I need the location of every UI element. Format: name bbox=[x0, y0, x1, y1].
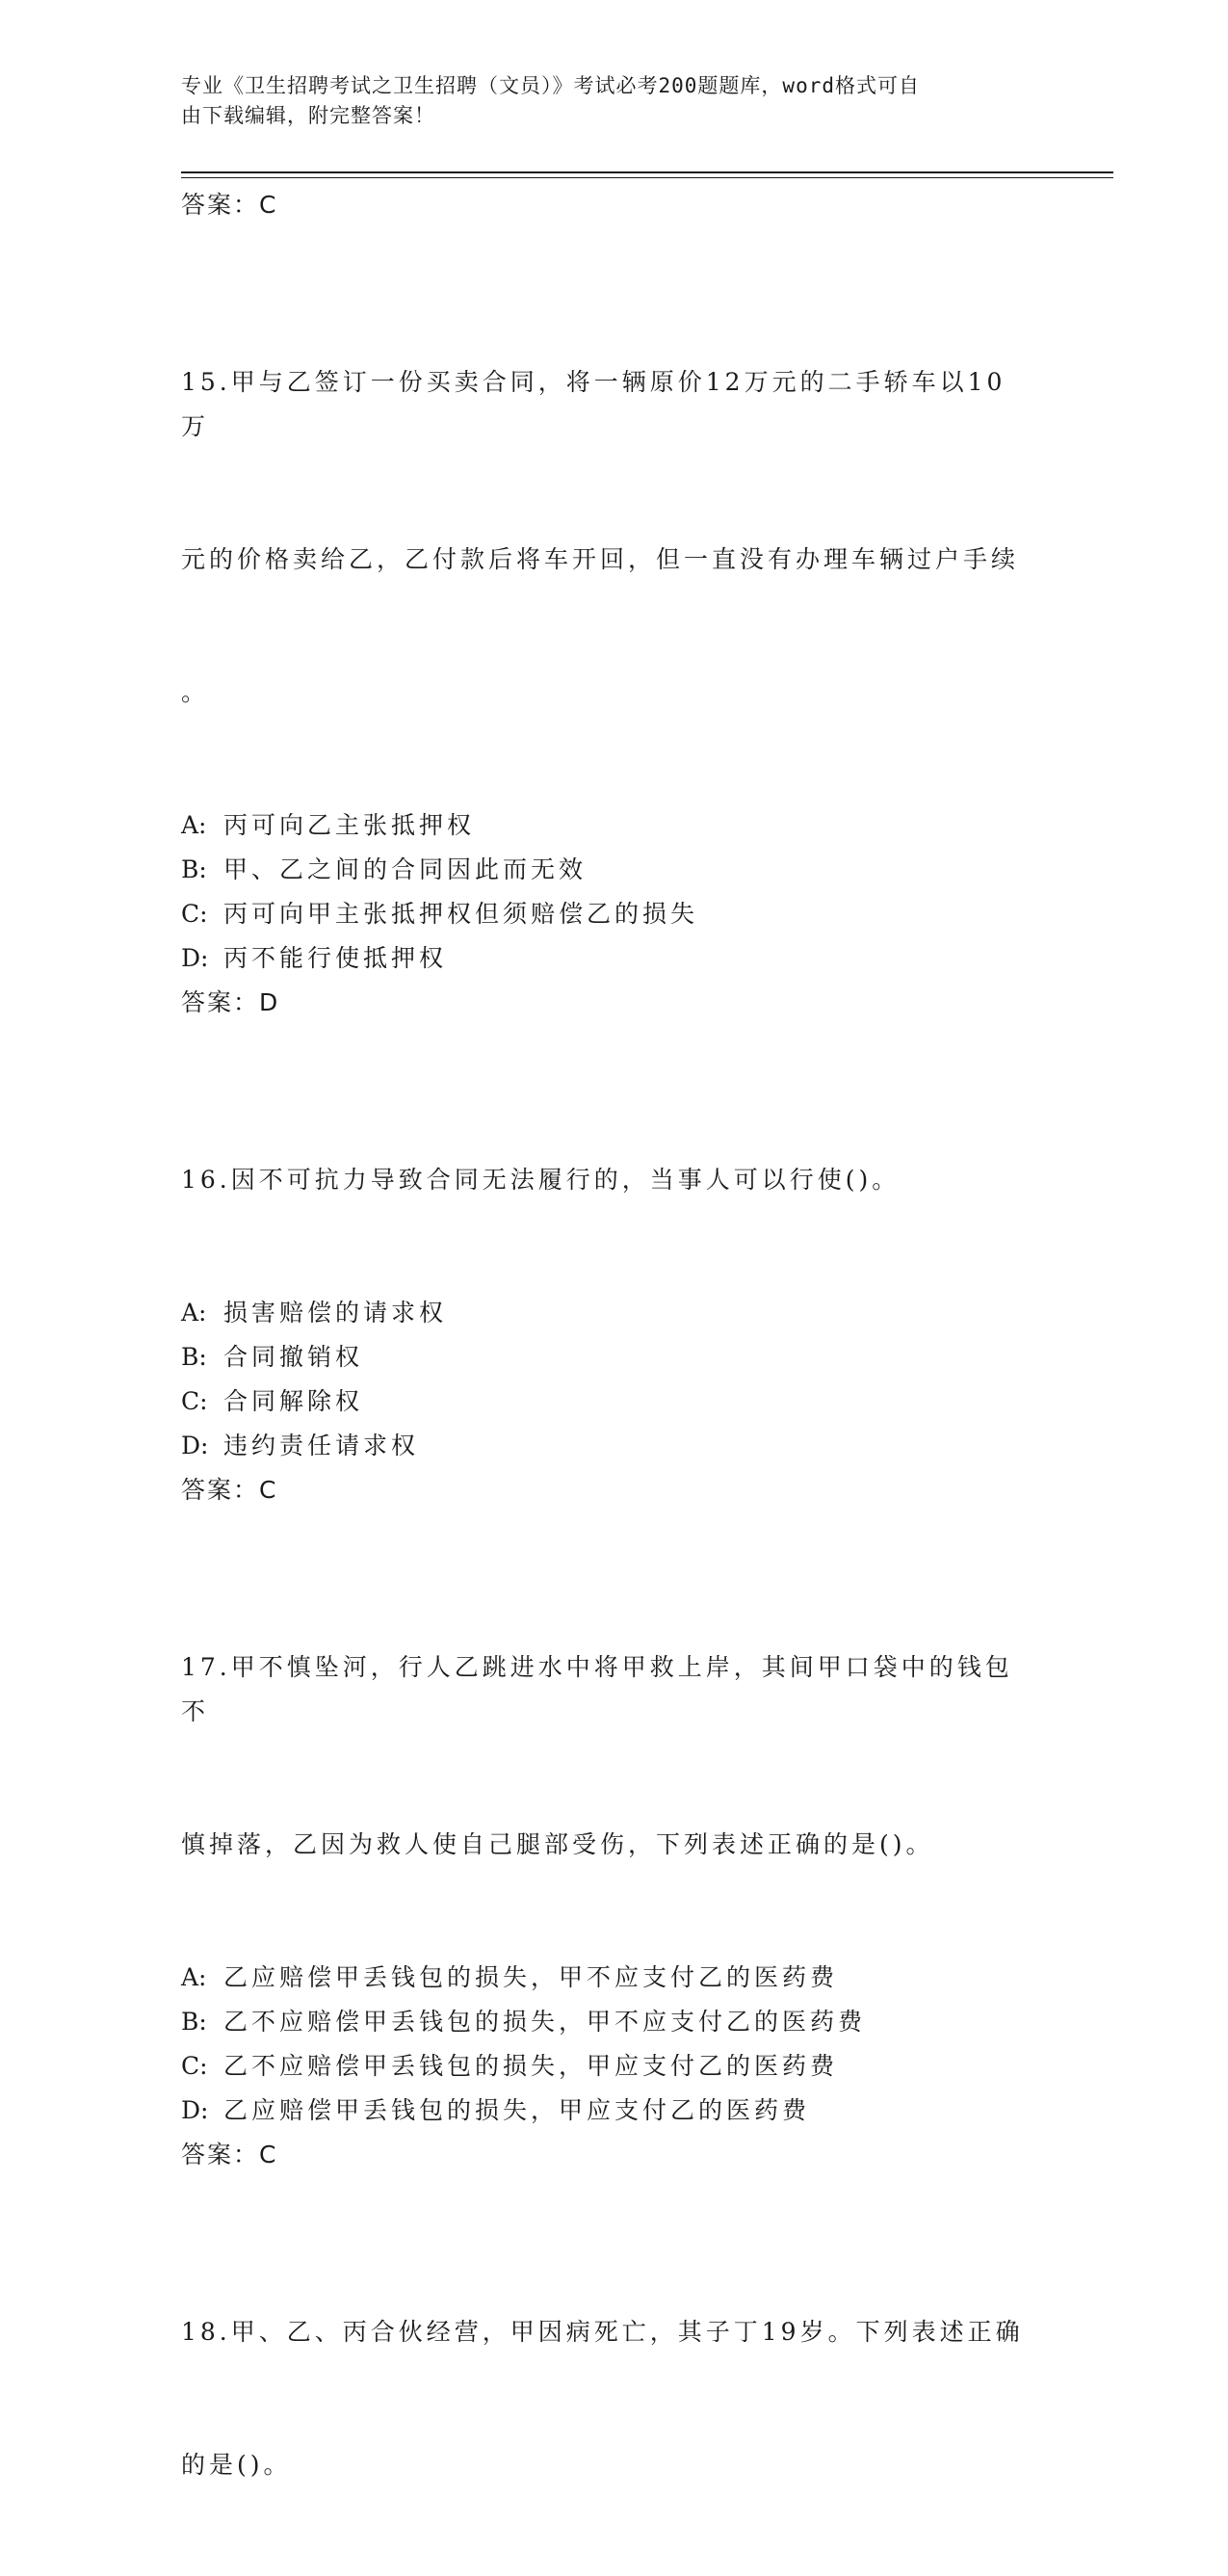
question-18 bbox=[181, 2221, 1029, 2576]
question-15 bbox=[181, 272, 1029, 1025]
stem-line: 。 bbox=[181, 678, 210, 706]
stem-line: 18.甲、乙、丙合伙经营，甲因病死亡，其子丁19岁。下列表述正确 bbox=[181, 2318, 1024, 2346]
stem-line: 慎掉落，乙因为救人使自己腿部受伤，下列表述正确的是()。 bbox=[181, 1830, 934, 1858]
stem-line: 16.因不可抗力导致合同无法履行的，当事人可以行使()。 bbox=[181, 1166, 901, 1194]
spacer bbox=[181, 1512, 1029, 1557]
option-key: C: bbox=[181, 2052, 208, 2080]
question-stem bbox=[181, 272, 1029, 803]
option-a bbox=[181, 1956, 1029, 2000]
option-text: 甲、乙之间的合同因此而无效 bbox=[223, 855, 588, 883]
question-stem bbox=[181, 1069, 1029, 1291]
question-stem bbox=[181, 1557, 1029, 1956]
option-text: 乙应赔偿甲丢钱包的损失，甲应支付乙的医药费 bbox=[223, 2096, 811, 2124]
option-key: D: bbox=[181, 944, 209, 972]
spacer bbox=[181, 227, 1029, 272]
option-a bbox=[181, 1291, 1029, 1335]
option-key: B: bbox=[181, 855, 207, 883]
question-stem bbox=[181, 2221, 1029, 2576]
option-d bbox=[181, 2089, 1029, 2133]
option-text: 违约责任请求权 bbox=[223, 1432, 420, 1459]
stem-line: 17.甲不慎坠河，行人乙跳进水中将甲救上岸，其间甲口袋中的钱包不 bbox=[181, 1653, 1013, 1725]
option-b bbox=[181, 2000, 1029, 2044]
option-key: A: bbox=[181, 811, 207, 839]
option-text: 丙可向甲主张抵押权但须赔偿乙的损失 bbox=[223, 900, 699, 928]
option-key: A: bbox=[181, 1299, 207, 1327]
option-text: 损害赔偿的请求权 bbox=[223, 1299, 448, 1327]
option-text: 乙应赔偿甲丢钱包的损失，甲不应支付乙的医药费 bbox=[223, 1963, 839, 1991]
option-d bbox=[181, 1424, 1029, 1468]
option-b bbox=[181, 1335, 1029, 1380]
option-text: 丙不能行使抵押权 bbox=[223, 944, 448, 972]
spacer bbox=[181, 2177, 1029, 2221]
answer-line: 答案：D bbox=[181, 988, 280, 1016]
document-header bbox=[181, 71, 1029, 131]
header-divider-thick bbox=[181, 171, 1113, 173]
option-text: 乙不应赔偿甲丢钱包的损失，甲不应支付乙的医药费 bbox=[223, 2008, 867, 2036]
option-key: D: bbox=[181, 2096, 209, 2124]
option-key: C: bbox=[181, 900, 208, 928]
stem-line: 15.甲与乙签订一份买卖合同，将一辆原价12万元的二手轿车以10万 bbox=[181, 368, 1006, 440]
option-c bbox=[181, 1380, 1029, 1424]
question-list bbox=[181, 183, 1029, 2576]
answer-line: 答案：C bbox=[181, 2141, 278, 2169]
header-line-2: 由下载编辑，附完整答案！ bbox=[181, 104, 435, 127]
option-b bbox=[181, 848, 1029, 892]
option-text: 乙不应赔偿甲丢钱包的损失，甲应支付乙的医药费 bbox=[223, 2052, 839, 2080]
option-text: 丙可向乙主张抵押权 bbox=[223, 811, 476, 839]
option-key: D: bbox=[181, 1432, 209, 1459]
option-c bbox=[181, 892, 1029, 936]
spacer bbox=[181, 1025, 1029, 1069]
option-key: A: bbox=[181, 1963, 207, 1991]
option-a bbox=[181, 803, 1029, 848]
answer-line: 答案：C bbox=[181, 1476, 278, 1504]
question-16 bbox=[181, 1069, 1029, 1512]
option-text: 合同解除权 bbox=[223, 1387, 364, 1415]
option-c bbox=[181, 2044, 1029, 2089]
option-key: C: bbox=[181, 1387, 208, 1415]
option-key: B: bbox=[181, 1343, 207, 1371]
option-d bbox=[181, 936, 1029, 981]
header-line-1: 专业《卫生招聘考试之卫生招聘（文员）》考试必考200题题库，word格式可自 bbox=[181, 74, 920, 97]
stem-line: 元的价格卖给乙，乙付款后将车开回，但一直没有办理车辆过户手续 bbox=[181, 545, 1020, 573]
question-17 bbox=[181, 1557, 1029, 2177]
stem-line: 的是()。 bbox=[181, 2451, 292, 2479]
header-divider-thin bbox=[181, 177, 1113, 178]
option-key: B: bbox=[181, 2008, 207, 2036]
option-text: 合同撤销权 bbox=[223, 1343, 364, 1371]
answer-line: 答案：C bbox=[181, 191, 278, 219]
